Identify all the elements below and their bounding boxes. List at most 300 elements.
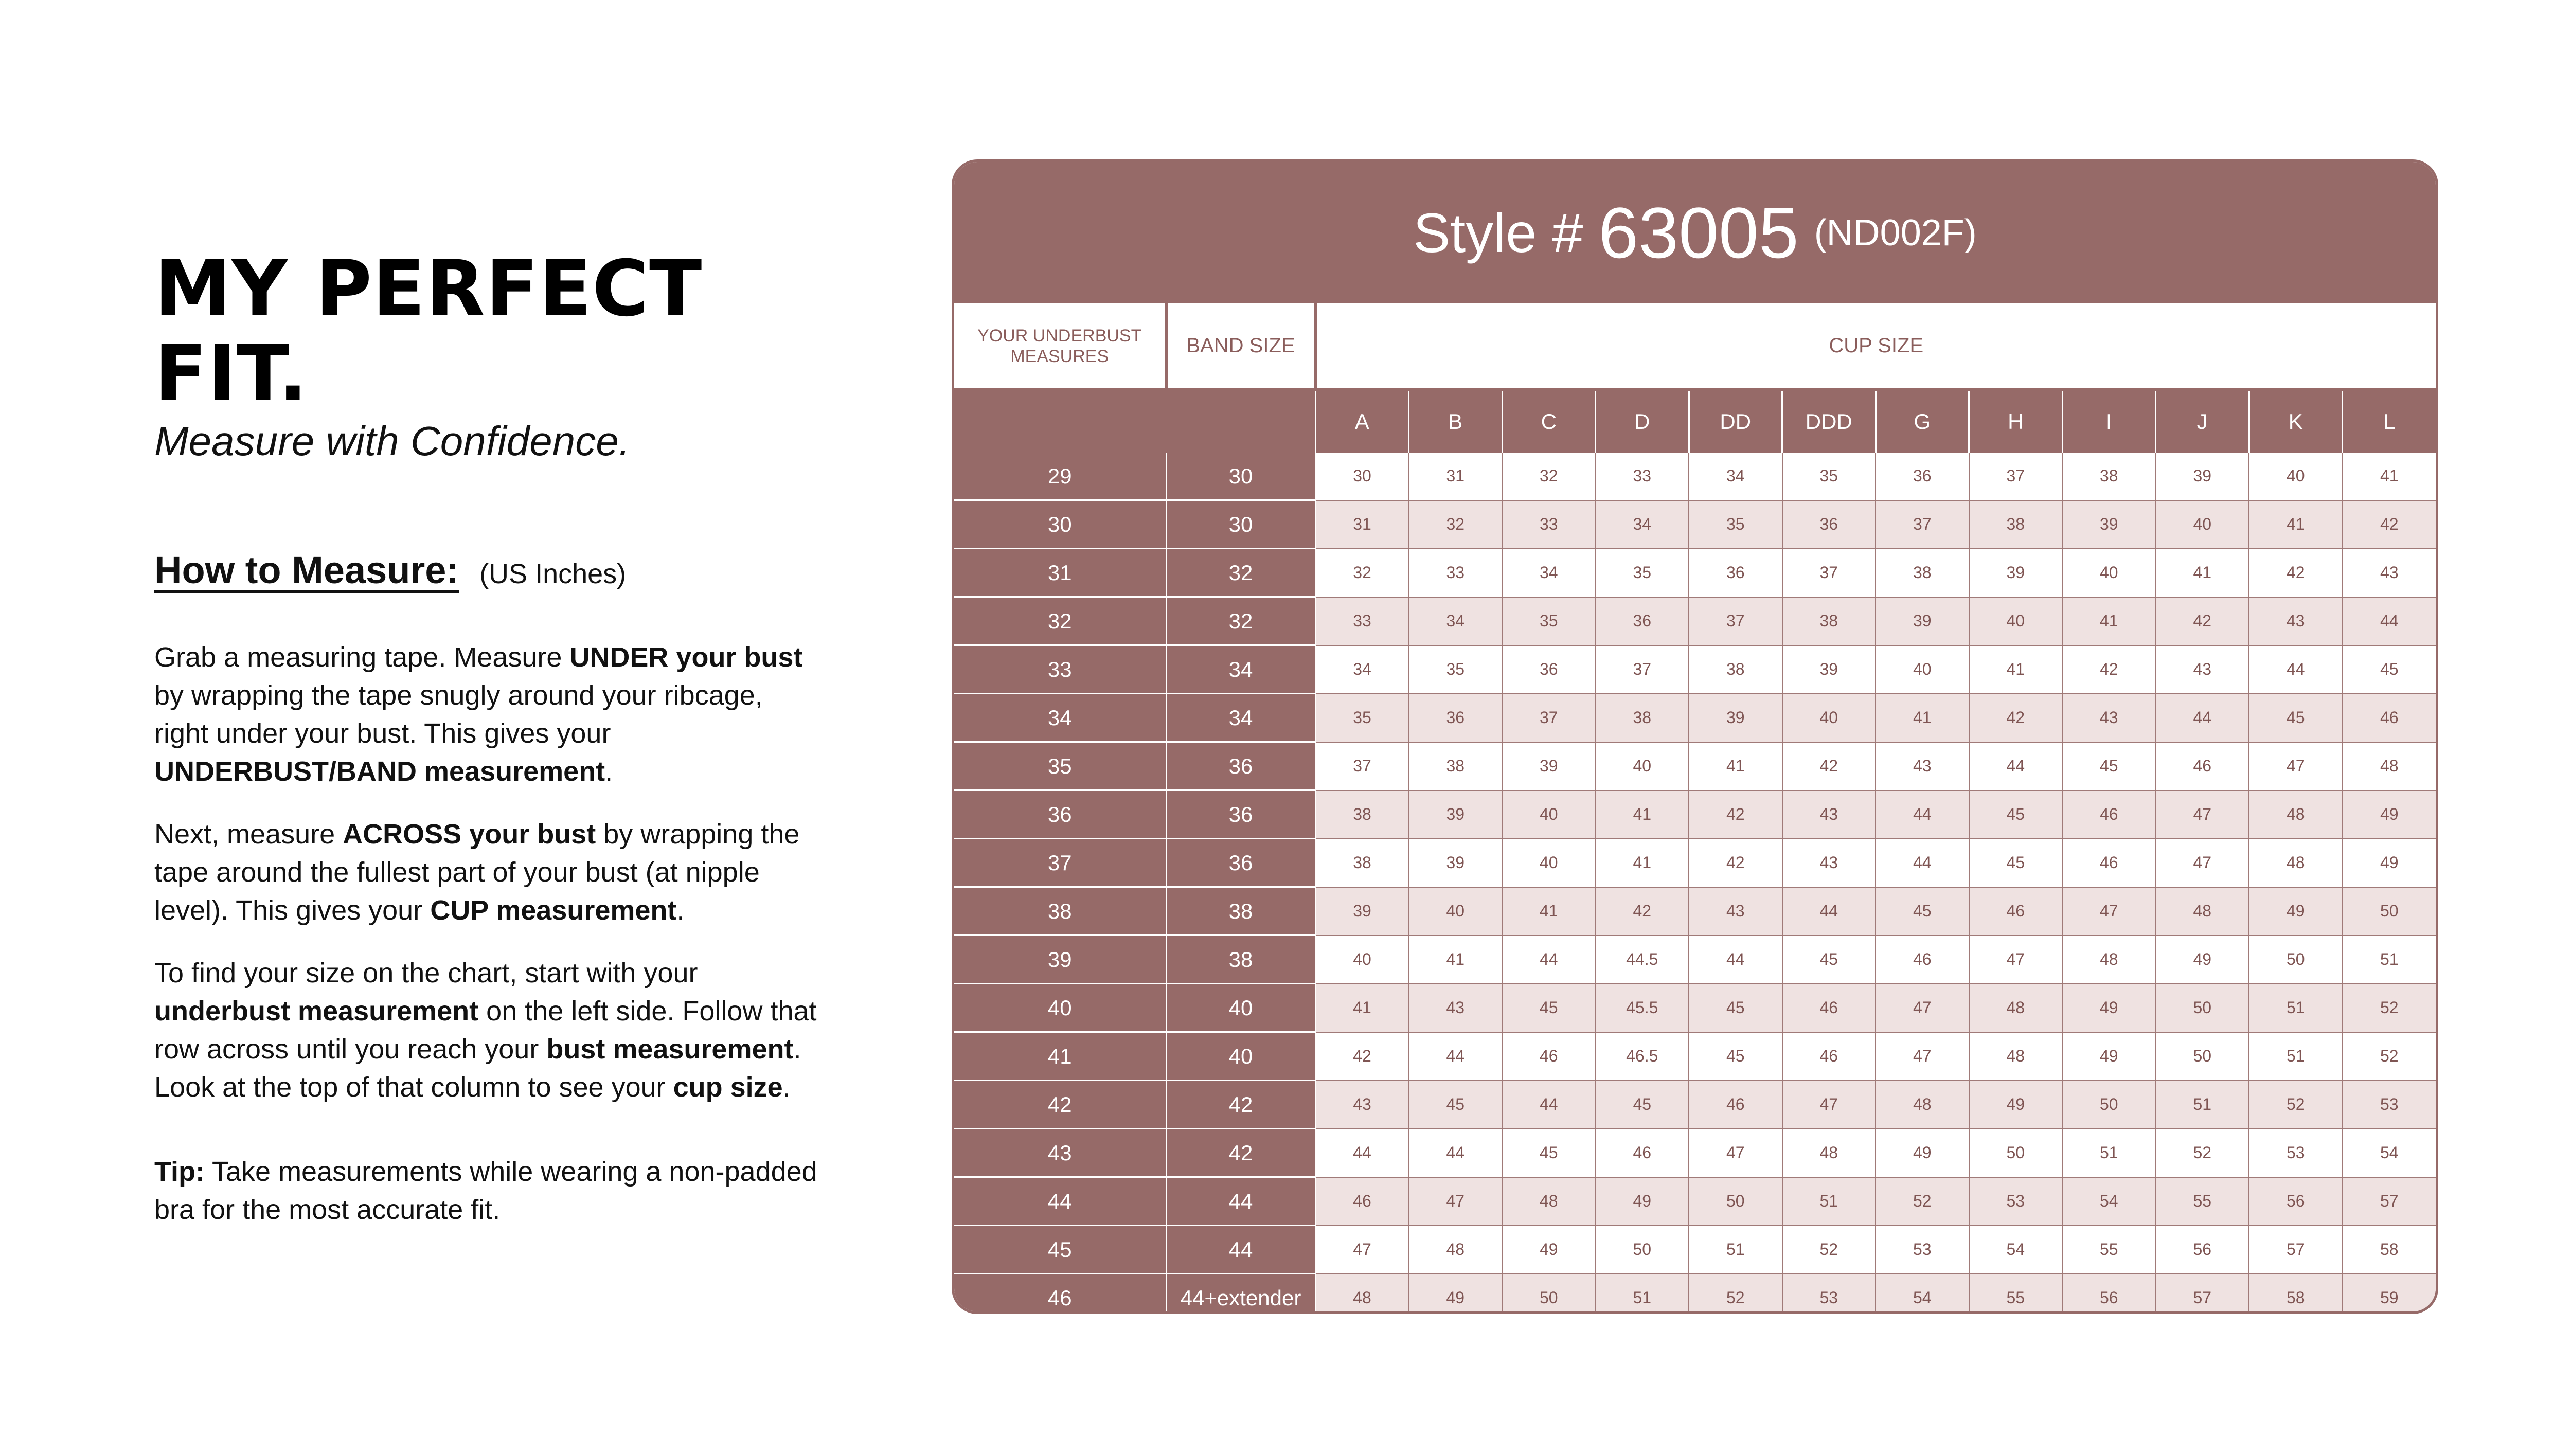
bust-measurement-cell: 51 <box>2249 1032 2343 1081</box>
band-size-column-header: BAND SIZE <box>1166 303 1315 390</box>
bust-measurement-cell: 43 <box>2062 694 2156 742</box>
band-size-cell: 32 <box>1166 597 1315 645</box>
size-table <box>954 303 2436 1314</box>
bust-measurement-cell: 43 <box>1409 984 1503 1032</box>
bust-measurement-cell: 56 <box>2249 1177 2343 1226</box>
bust-measurement-cell: 49 <box>1409 1274 1503 1315</box>
bust-measurement-cell: 41 <box>2343 453 2436 500</box>
bust-measurement-cell: 52 <box>1689 1274 1782 1315</box>
bust-measurement-cell: 35 <box>1689 500 1782 549</box>
bust-measurement-cell: 48 <box>1409 1226 1503 1274</box>
underbust-cell: 39 <box>954 936 1166 984</box>
underbust-cell: 43 <box>954 1129 1166 1177</box>
underbust-cell: 34 <box>954 694 1166 742</box>
bust-measurement-cell: 55 <box>2156 1177 2249 1226</box>
bust-measurement-cell: 49 <box>2062 984 2156 1032</box>
size-row <box>954 742 2436 790</box>
underbust-cell: 44 <box>954 1177 1166 1226</box>
body-text: by wrapping the tape snugly around your ribcage, right under your bust. This gives your <box>154 680 763 749</box>
bust-measurement-cell: 48 <box>2062 936 2156 984</box>
bust-measurement-cell: 42 <box>2156 597 2249 645</box>
units-label: (US Inches) <box>479 559 627 589</box>
tip-paragraph <box>154 1153 823 1229</box>
cup-size-column-header: CUP SIZE <box>1315 303 2436 390</box>
size-row <box>954 453 2436 500</box>
bust-measurement-cell: 46 <box>1689 1081 1782 1129</box>
bust-measurement-cell: 41 <box>1596 839 1689 887</box>
bust-measurement-cell: 37 <box>1782 549 1876 597</box>
bust-measurement-cell: 57 <box>2249 1226 2343 1274</box>
step-bust-paragraph <box>154 815 823 929</box>
size-row <box>954 694 2436 742</box>
bust-measurement-cell: 49 <box>2249 887 2343 936</box>
cup-letter-c: C <box>1502 390 1596 453</box>
bust-measurement-cell: 52 <box>2343 984 2436 1032</box>
bust-measurement-cell: 43 <box>1782 790 1876 839</box>
cup-letter-j: J <box>2156 390 2249 453</box>
bust-measurement-cell: 31 <box>1315 500 1409 549</box>
bust-measurement-cell: 34 <box>1315 645 1409 694</box>
bust-measurement-cell: 36 <box>1782 500 1876 549</box>
band-size-cell: 36 <box>1166 790 1315 839</box>
bust-measurement-cell: 40 <box>1409 887 1503 936</box>
body-text: To find your size on the chart, start with your <box>154 958 698 988</box>
bust-measurement-cell: 45.5 <box>1596 984 1689 1032</box>
bust-measurement-cell: 33 <box>1596 453 1689 500</box>
bust-measurement-cell: 42 <box>2062 645 2156 694</box>
bust-measurement-cell: 48 <box>2343 742 2436 790</box>
bust-measurement-cell: 47 <box>1876 984 1969 1032</box>
bust-measurement-cell: 58 <box>2249 1274 2343 1315</box>
bust-measurement-cell: 45 <box>2062 742 2156 790</box>
bust-measurement-cell: 39 <box>2156 453 2249 500</box>
size-row <box>954 1177 2436 1226</box>
bust-measurement-cell: 39 <box>1689 694 1782 742</box>
bust-measurement-cell: 40 <box>1502 790 1596 839</box>
body-text: Take measurements while wearing a non-padded bra for the most accurate fit. <box>154 1156 817 1225</box>
bust-measurement-cell: 54 <box>2343 1129 2436 1177</box>
bust-measurement-cell: 42 <box>2249 549 2343 597</box>
bust-measurement-cell: 45 <box>2249 694 2343 742</box>
bust-measurement-cell: 42 <box>1315 1032 1409 1081</box>
bust-measurement-cell: 34 <box>1409 597 1503 645</box>
bust-measurement-cell: 52 <box>2156 1129 2249 1177</box>
bust-measurement-cell: 49 <box>2156 936 2249 984</box>
bust-measurement-cell: 38 <box>2062 453 2156 500</box>
band-size-cell: 44 <box>1166 1177 1315 1226</box>
emphasis-text: ACROSS your bust <box>343 819 596 850</box>
bust-measurement-cell: 35 <box>1502 597 1596 645</box>
bust-measurement-cell: 46 <box>1315 1177 1409 1226</box>
bust-measurement-cell: 34 <box>1689 453 1782 500</box>
bust-measurement-cell: 50 <box>1689 1177 1782 1226</box>
bust-measurement-cell: 48 <box>1969 984 2063 1032</box>
band-size-cell: 32 <box>1166 549 1315 597</box>
bust-measurement-cell: 58 <box>2343 1226 2436 1274</box>
bust-measurement-cell: 37 <box>1689 597 1782 645</box>
bust-measurement-cell: 33 <box>1409 549 1503 597</box>
bust-measurement-cell: 51 <box>1689 1226 1782 1274</box>
emphasis-text: bust measurement <box>546 1034 794 1065</box>
bust-measurement-cell: 44 <box>1689 936 1782 984</box>
bust-measurement-cell: 46 <box>1969 887 2063 936</box>
bust-measurement-cell: 45 <box>1502 1129 1596 1177</box>
cup-letter-l: L <box>2343 390 2436 453</box>
cup-letters-row <box>954 390 2436 453</box>
underbust-cell: 38 <box>954 887 1166 936</box>
band-size-cell: 42 <box>1166 1129 1315 1177</box>
bust-measurement-cell: 53 <box>1876 1226 1969 1274</box>
bust-measurement-cell: 47 <box>2249 742 2343 790</box>
bust-measurement-cell: 39 <box>1315 887 1409 936</box>
chart-title <box>954 162 2436 303</box>
bust-measurement-cell: 39 <box>1409 790 1503 839</box>
bust-measurement-cell: 52 <box>2249 1081 2343 1129</box>
bust-measurement-cell: 59 <box>2343 1274 2436 1315</box>
band-size-cell: 40 <box>1166 1032 1315 1081</box>
bust-measurement-cell: 49 <box>2062 1032 2156 1081</box>
bust-measurement-cell: 41 <box>1689 742 1782 790</box>
cup-letter-b: B <box>1409 390 1503 453</box>
bust-measurement-cell: 54 <box>1969 1226 2063 1274</box>
underbust-cell: 46 <box>954 1274 1166 1315</box>
bust-measurement-cell: 48 <box>1502 1177 1596 1226</box>
underbust-cell: 42 <box>954 1081 1166 1129</box>
how-to-measure-heading <box>154 548 823 592</box>
bust-measurement-cell: 37 <box>1502 694 1596 742</box>
bust-measurement-cell: 56 <box>2156 1226 2249 1274</box>
bust-measurement-cell: 30 <box>1315 453 1409 500</box>
bust-measurement-cell: 48 <box>1969 1032 2063 1081</box>
bust-measurement-cell: 45 <box>1502 984 1596 1032</box>
bust-measurement-cell: 56 <box>2062 1274 2156 1315</box>
bust-measurement-cell: 32 <box>1315 549 1409 597</box>
bust-measurement-cell: 41 <box>1596 790 1689 839</box>
bust-measurement-cell: 47 <box>1315 1226 1409 1274</box>
bust-measurement-cell: 51 <box>2156 1081 2249 1129</box>
bust-measurement-cell: 41 <box>1502 887 1596 936</box>
bust-measurement-cell: 38 <box>1409 742 1503 790</box>
band-size-cell: 36 <box>1166 839 1315 887</box>
bust-measurement-cell: 41 <box>1409 936 1503 984</box>
bust-measurement-cell: 50 <box>1596 1226 1689 1274</box>
bust-measurement-cell: 44 <box>1315 1129 1409 1177</box>
bust-measurement-cell: 49 <box>1876 1129 1969 1177</box>
bust-measurement-cell: 37 <box>1876 500 1969 549</box>
bust-measurement-cell: 34 <box>1596 500 1689 549</box>
bust-measurement-cell: 46 <box>2156 742 2249 790</box>
bust-measurement-cell: 37 <box>1315 742 1409 790</box>
band-size-cell: 34 <box>1166 694 1315 742</box>
bust-measurement-cell: 46 <box>2062 839 2156 887</box>
bust-measurement-cell: 44 <box>1502 936 1596 984</box>
bust-measurement-cell: 53 <box>2343 1081 2436 1129</box>
bust-measurement-cell: 43 <box>2343 549 2436 597</box>
how-to-measure-title: How to Measure: <box>154 549 459 591</box>
cup-letter-g: G <box>1876 390 1969 453</box>
bust-measurement-cell: 41 <box>2062 597 2156 645</box>
bust-measurement-cell: 57 <box>2343 1177 2436 1226</box>
size-chart <box>952 159 2438 1314</box>
bust-measurement-cell: 51 <box>1596 1274 1689 1315</box>
body-text: on the left side. Follow that row across until you reach your <box>154 996 817 1065</box>
bust-measurement-cell: 48 <box>1782 1129 1876 1177</box>
band-size-cell: 38 <box>1166 936 1315 984</box>
step-underbust-paragraph <box>154 638 823 790</box>
bust-measurement-cell: 47 <box>1782 1081 1876 1129</box>
bust-measurement-cell: 38 <box>1596 694 1689 742</box>
cup-letter-ddd: DDD <box>1782 390 1876 453</box>
underbust-cell: 29 <box>954 453 1166 500</box>
bust-measurement-cell: 47 <box>1409 1177 1503 1226</box>
bust-measurement-cell: 44 <box>2156 694 2249 742</box>
bust-measurement-cell: 40 <box>2156 500 2249 549</box>
band-size-cell: 38 <box>1166 887 1315 936</box>
bust-measurement-cell: 40 <box>1782 694 1876 742</box>
bust-measurement-cell: 43 <box>1689 887 1782 936</box>
bust-measurement-cell: 45 <box>1689 984 1782 1032</box>
underbust-cell: 31 <box>954 549 1166 597</box>
bust-measurement-cell: 42 <box>1596 887 1689 936</box>
bust-measurement-cell: 50 <box>2062 1081 2156 1129</box>
bust-measurement-cell: 47 <box>2062 887 2156 936</box>
cup-letter-dd: DD <box>1689 390 1782 453</box>
cup-letter-i: I <box>2062 390 2156 453</box>
bust-measurement-cell: 47 <box>2156 839 2249 887</box>
bust-measurement-cell: 35 <box>1596 549 1689 597</box>
bust-measurement-cell: 40 <box>2062 549 2156 597</box>
bust-measurement-cell: 42 <box>1689 839 1782 887</box>
bust-measurement-cell: 43 <box>1876 742 1969 790</box>
style-code: (ND002F) <box>1814 212 1977 254</box>
bust-measurement-cell: 38 <box>1315 790 1409 839</box>
cup-letter-h: H <box>1969 390 2063 453</box>
page-title: MY PERFECT FIT. <box>154 244 703 419</box>
bust-measurement-cell: 50 <box>1969 1129 2063 1177</box>
bust-measurement-cell: 50 <box>2343 887 2436 936</box>
band-size-cell: 40 <box>1166 984 1315 1032</box>
bust-measurement-cell: 36 <box>1689 549 1782 597</box>
bust-measurement-cell: 38 <box>1315 839 1409 887</box>
underbust-cell: 41 <box>954 1032 1166 1081</box>
bust-measurement-cell: 46 <box>1876 936 1969 984</box>
size-row <box>954 1129 2436 1177</box>
bust-measurement-cell: 45 <box>1969 839 2063 887</box>
bust-measurement-cell: 45 <box>2343 645 2436 694</box>
bust-measurement-cell: 54 <box>1876 1274 1969 1315</box>
bust-measurement-cell: 45 <box>1689 1032 1782 1081</box>
bust-measurement-cell: 51 <box>2062 1129 2156 1177</box>
bust-measurement-cell: 35 <box>1409 645 1503 694</box>
page-subtitle: Measure with Confidence. <box>154 418 630 464</box>
size-row <box>954 1274 2436 1315</box>
bust-measurement-cell: 53 <box>1969 1177 2063 1226</box>
bust-measurement-cell: 50 <box>2156 1032 2249 1081</box>
bust-measurement-cell: 52 <box>1876 1177 1969 1226</box>
bust-measurement-cell: 39 <box>2062 500 2156 549</box>
bust-measurement-cell: 52 <box>1782 1226 1876 1274</box>
bust-measurement-cell: 33 <box>1315 597 1409 645</box>
bust-measurement-cell: 53 <box>1782 1274 1876 1315</box>
bust-measurement-cell: 46 <box>1596 1129 1689 1177</box>
bust-measurement-cell: 41 <box>2249 500 2343 549</box>
size-row <box>954 645 2436 694</box>
underbust-cell: 32 <box>954 597 1166 645</box>
bust-measurement-cell: 51 <box>2343 936 2436 984</box>
bust-measurement-cell: 49 <box>1969 1081 2063 1129</box>
bust-measurement-cell: 50 <box>2156 984 2249 1032</box>
body-text: . <box>605 756 613 787</box>
cup-letter-d: D <box>1596 390 1689 453</box>
bust-measurement-cell: 46 <box>1502 1032 1596 1081</box>
bust-measurement-cell: 40 <box>1969 597 2063 645</box>
bust-measurement-cell: 33 <box>1502 500 1596 549</box>
bust-measurement-cell: 45 <box>1969 790 2063 839</box>
size-row <box>954 1226 2436 1274</box>
bust-measurement-cell: 43 <box>1782 839 1876 887</box>
bust-measurement-cell: 44.5 <box>1596 936 1689 984</box>
bust-measurement-cell: 41 <box>1876 694 1969 742</box>
underbust-column-header: YOUR UNDERBUST MEASURES <box>954 303 1166 390</box>
bust-measurement-cell: 36 <box>1409 694 1503 742</box>
emphasis-text: cup size <box>673 1072 783 1103</box>
bust-measurement-cell: 55 <box>1969 1274 2063 1315</box>
bust-measurement-cell: 50 <box>1502 1274 1596 1315</box>
size-row <box>954 790 2436 839</box>
bust-measurement-cell: 40 <box>2249 453 2343 500</box>
size-row <box>954 597 2436 645</box>
bust-measurement-cell: 39 <box>1782 645 1876 694</box>
bust-measurement-cell: 40 <box>1876 645 1969 694</box>
bust-measurement-cell: 46 <box>1782 984 1876 1032</box>
bust-measurement-cell: 48 <box>2156 887 2249 936</box>
bust-measurement-cell: 35 <box>1782 453 1876 500</box>
bust-measurement-cell: 39 <box>1876 597 1969 645</box>
emphasis-text: UNDERBUST/BAND measurement <box>154 756 605 787</box>
body-text: by wrapping the tape around the fullest part of your bust (at nipple level). This gives your <box>154 819 800 926</box>
style-label: Style # <box>1413 202 1583 264</box>
bust-measurement-cell: 42 <box>2343 500 2436 549</box>
bust-measurement-cell: 42 <box>1782 742 1876 790</box>
step-find-size-paragraph <box>154 954 823 1106</box>
bust-measurement-cell: 37 <box>1596 645 1689 694</box>
bust-measurement-cell: 46 <box>2343 694 2436 742</box>
bust-measurement-cell: 39 <box>1969 549 2063 597</box>
bust-measurement-cell: 49 <box>1502 1226 1596 1274</box>
bust-measurement-cell: 39 <box>1502 742 1596 790</box>
band-size-cell: 30 <box>1166 453 1315 500</box>
bust-measurement-cell: 45 <box>1782 936 1876 984</box>
bust-measurement-cell: 55 <box>2062 1226 2156 1274</box>
bust-measurement-cell: 42 <box>1689 790 1782 839</box>
bust-measurement-cell: 32 <box>1409 500 1503 549</box>
emphasis-text: UNDER your bust <box>569 642 803 673</box>
body-text: . <box>676 895 685 926</box>
body-text: . Look at the top of that column to see your <box>154 1034 801 1103</box>
band-size-cell: 44 <box>1166 1226 1315 1274</box>
bust-measurement-cell: 53 <box>2249 1129 2343 1177</box>
body-text: . <box>782 1072 791 1103</box>
size-row <box>954 1081 2436 1129</box>
emphasis-text: CUP measurement <box>430 895 677 926</box>
bust-measurement-cell: 36 <box>1502 645 1596 694</box>
band-size-cell: 44+extender <box>1166 1274 1315 1315</box>
emphasis-text: underbust measurement <box>154 996 479 1027</box>
bust-measurement-cell: 34 <box>1502 549 1596 597</box>
bust-measurement-cell: 43 <box>2249 597 2343 645</box>
bust-measurement-cell: 47 <box>1876 1032 1969 1081</box>
band-size-cell: 36 <box>1166 742 1315 790</box>
size-row <box>954 984 2436 1032</box>
bust-measurement-cell: 48 <box>1315 1274 1409 1315</box>
size-row <box>954 887 2436 936</box>
bust-measurement-cell: 45 <box>1409 1081 1503 1129</box>
cup-letter-a: A <box>1315 390 1409 453</box>
bust-measurement-cell: 57 <box>2156 1274 2249 1315</box>
cup-letter-k: K <box>2249 390 2343 453</box>
band-size-cell: 34 <box>1166 645 1315 694</box>
underbust-cell: 35 <box>954 742 1166 790</box>
bust-measurement-cell: 48 <box>2249 839 2343 887</box>
underbust-cell: 45 <box>954 1226 1166 1274</box>
bust-measurement-cell: 48 <box>2249 790 2343 839</box>
bust-measurement-cell: 44 <box>1876 790 1969 839</box>
bust-measurement-cell: 38 <box>1876 549 1969 597</box>
bust-measurement-cell: 44 <box>2343 597 2436 645</box>
bust-measurement-cell: 40 <box>1502 839 1596 887</box>
bust-measurement-cell: 52 <box>2343 1032 2436 1081</box>
bust-measurement-cell: 40 <box>1315 936 1409 984</box>
bust-measurement-cell: 54 <box>2062 1177 2156 1226</box>
underbust-cell: 37 <box>954 839 1166 887</box>
bust-measurement-cell: 44 <box>1502 1081 1596 1129</box>
bust-measurement-cell: 38 <box>1782 597 1876 645</box>
bust-measurement-cell: 44 <box>1409 1129 1503 1177</box>
bust-measurement-cell: 49 <box>2343 790 2436 839</box>
size-row <box>954 549 2436 597</box>
bust-measurement-cell: 43 <box>1315 1081 1409 1129</box>
blank-header-cell <box>954 390 1315 453</box>
bust-measurement-cell: 50 <box>2249 936 2343 984</box>
bust-measurement-cell: 51 <box>2249 984 2343 1032</box>
bust-measurement-cell: 45 <box>1876 887 1969 936</box>
style-number: 63005 <box>1598 192 1799 273</box>
body-text: Grab a measuring tape. Measure <box>154 642 570 673</box>
underbust-cell: 30 <box>954 500 1166 549</box>
bust-measurement-cell: 46.5 <box>1596 1032 1689 1081</box>
bust-measurement-cell: 38 <box>1689 645 1782 694</box>
band-size-cell: 30 <box>1166 500 1315 549</box>
bust-measurement-cell: 46 <box>1782 1032 1876 1081</box>
bust-measurement-cell: 46 <box>2062 790 2156 839</box>
size-row <box>954 839 2436 887</box>
bust-measurement-cell: 44 <box>1409 1032 1503 1081</box>
band-size-cell: 42 <box>1166 1081 1315 1129</box>
bust-measurement-cell: 45 <box>1596 1081 1689 1129</box>
underbust-cell: 36 <box>954 790 1166 839</box>
bust-measurement-cell: 39 <box>1409 839 1503 887</box>
bust-measurement-cell: 38 <box>1969 500 2063 549</box>
bust-measurement-cell: 44 <box>1969 742 2063 790</box>
bust-measurement-cell: 48 <box>1876 1081 1969 1129</box>
body-text: Next, measure <box>154 819 343 850</box>
bust-measurement-cell: 40 <box>1596 742 1689 790</box>
instructions-panel <box>154 244 823 1229</box>
bust-measurement-cell: 44 <box>2249 645 2343 694</box>
bust-measurement-cell: 41 <box>1969 645 2063 694</box>
underbust-cell: 33 <box>954 645 1166 694</box>
bust-measurement-cell: 51 <box>1782 1177 1876 1226</box>
